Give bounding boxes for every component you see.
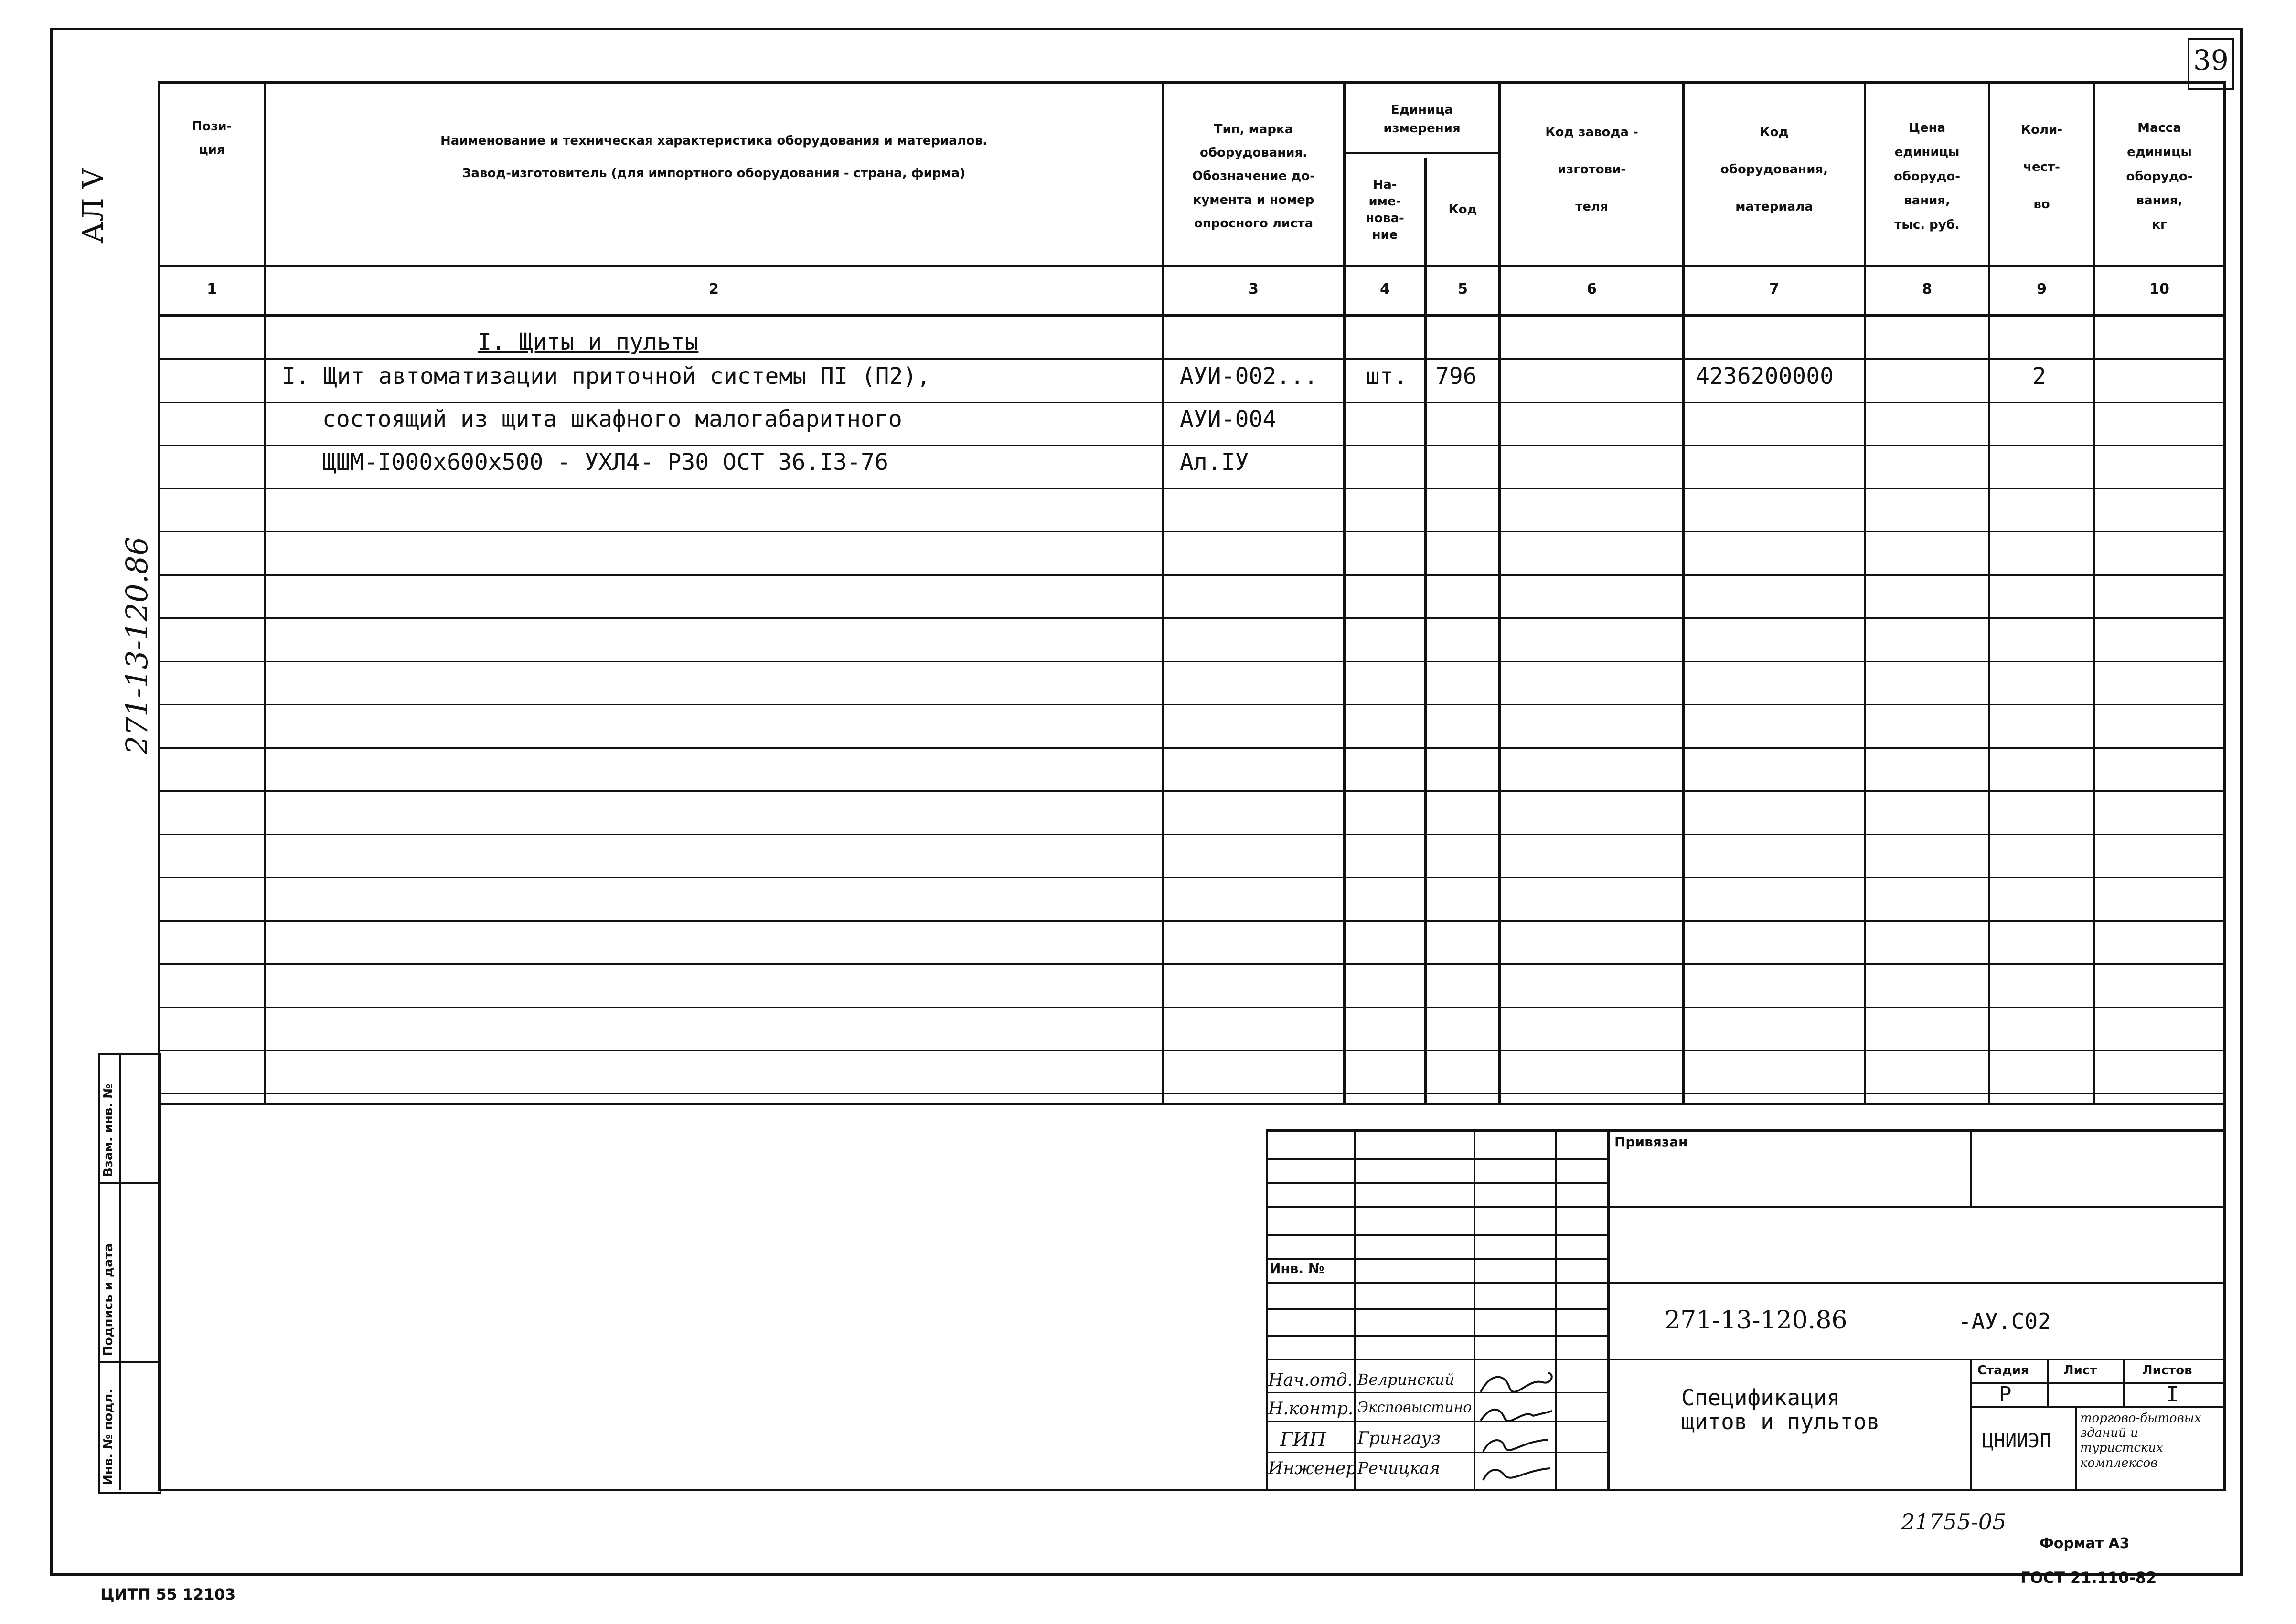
- side-label-inv-podl: Инв. № подл.: [101, 1389, 116, 1485]
- footer-left: ЦИТП 55 12103: [100, 1585, 236, 1603]
- table-row-line: [158, 402, 2226, 403]
- colnum-1: 1: [207, 281, 217, 297]
- header-price: Цена единицы оборудо- вания, тыс. руб.: [1893, 121, 1961, 233]
- footer-archive: 21755-05: [1901, 1509, 2007, 1535]
- tb-row-4: [1266, 1234, 1610, 1236]
- header-name: Наименование и техническая характеристика оборудования и материалов. Завод-изготовитель (для импортного оборудования - страна, фирма): [440, 134, 988, 180]
- section-title: I. Щиты и пульты: [478, 329, 699, 355]
- table-row-line: [158, 531, 2226, 532]
- signatures: [1476, 1363, 1562, 1487]
- table-row-line: [158, 747, 2226, 749]
- tb-org: ЦНИИЭП: [1982, 1430, 2051, 1452]
- tb-role-4: Инженер: [1268, 1459, 1357, 1478]
- row3-name: ЩШМ-I000x600x500 - УХЛ4- Р30 ОСТ 36.I3-76: [322, 449, 888, 476]
- tb-stage-c2: [2123, 1359, 2125, 1406]
- tb-name-2: Эксповыстино: [1357, 1399, 1472, 1416]
- tb-list-label: Лист: [2063, 1363, 2097, 1378]
- table-row-line: [158, 877, 2226, 878]
- tb-role-2: Н.контр.: [1268, 1399, 1354, 1419]
- colnum-6: 6: [1587, 281, 1597, 297]
- frame-bottom: [50, 1573, 2243, 1576]
- frame-top: [50, 28, 2243, 30]
- side-stamp: АЛ V: [76, 168, 110, 244]
- table-row-line: [158, 1007, 2226, 1008]
- tb-listov: I: [2166, 1382, 2179, 1407]
- unit-group-line: [1343, 152, 1501, 154]
- page-number: 39: [2193, 44, 2229, 76]
- row2-name: состоящий из щита шкафного малогабаритного: [322, 406, 902, 433]
- tb-stage-left: [1970, 1359, 1972, 1490]
- frame-right: [2240, 28, 2243, 1575]
- tb-row-3: [1266, 1206, 2226, 1208]
- colnum-2: 2: [709, 281, 719, 297]
- row1-name: I. Щит автоматизации приточной системы ПI (П2),: [282, 363, 931, 390]
- table-bottom-line: [158, 1103, 2226, 1105]
- colnum-9: 9: [2037, 281, 2047, 297]
- table-row-line: [158, 617, 2226, 619]
- row1-quantity: 2: [2032, 363, 2046, 390]
- tb-stadiya: Р: [1999, 1382, 2012, 1407]
- footer-gost: ГОСТ 21.110-82: [2020, 1569, 2157, 1587]
- tb-doc-code: 271-13-120.86: [1665, 1306, 1847, 1335]
- header-equipment-code: Код оборудования, материала: [1720, 125, 1828, 214]
- tb-stadiya-label: Стадия: [1977, 1363, 2029, 1378]
- colnum-3: 3: [1249, 281, 1259, 297]
- inner-frame-bottom: [158, 1489, 2226, 1491]
- tb-title-1: Спецификация: [1681, 1385, 1840, 1411]
- row1-equipment-code: 4236200000: [1696, 363, 1834, 390]
- side-stamp-h2: [98, 1361, 158, 1363]
- table-row-line: [158, 488, 2226, 489]
- tb-role-3: ГИП: [1280, 1429, 1326, 1451]
- side-label-podpis: Подпись и дата: [101, 1243, 116, 1356]
- row2-type: АУИ-004: [1180, 406, 1277, 433]
- row1-type: АУИ-002...: [1180, 363, 1318, 390]
- tb-name-3: Грингауз: [1357, 1429, 1441, 1448]
- header-bottom-line: [158, 265, 2226, 267]
- numbers-bottom-line: [158, 314, 2226, 317]
- tb-privyazan: Привязан: [1614, 1134, 1688, 1150]
- table-row-line: [158, 445, 2226, 446]
- table-row-line: [158, 920, 2226, 922]
- tb-org-divider: [2075, 1406, 2077, 1490]
- colnum-4: 4: [1380, 281, 1390, 297]
- table-row-line: [158, 574, 2226, 576]
- header-position: Пози- ция: [192, 119, 232, 157]
- header-unit-code: Код: [1448, 202, 1477, 217]
- tb-listov-label: Листов: [2142, 1363, 2192, 1378]
- colnum-7: 7: [1769, 281, 1779, 297]
- header-quantity: Коли- чест- во: [2020, 123, 2063, 212]
- table-row-line: [158, 790, 2226, 792]
- side-label-vzam: Взам. инв. №: [101, 1083, 116, 1177]
- tb-role-1: Нач.отд.: [1268, 1370, 1353, 1390]
- colnum-10: 10: [2149, 281, 2169, 297]
- tb-row-9: [1266, 1359, 2226, 1360]
- footer-format: Формат А3: [2040, 1535, 2130, 1552]
- table-row-line: [158, 834, 2226, 835]
- tb-row-6: [1266, 1282, 2226, 1284]
- row3-type: Ал.IУ: [1180, 449, 1249, 476]
- table-row-line: [158, 1050, 2226, 1051]
- tb-org2: торгово-бытовых зданий и туристских комплексов: [2080, 1411, 2201, 1470]
- table-row-line: [158, 661, 2226, 662]
- side-stamp-h1: [98, 1182, 158, 1184]
- header-type: Тип, марка оборудования. Обозначение до- кумента и номер опросного листа: [1192, 122, 1315, 231]
- tb-row-7: [1266, 1308, 1610, 1310]
- header-unit-group: Единица измерения: [1383, 103, 1461, 136]
- tb-name-4: Речицкая: [1357, 1459, 1440, 1478]
- tb-doc-suffix: -АУ.С02: [1958, 1308, 2051, 1334]
- side-code: 271-13-120.86: [119, 536, 154, 754]
- header-unit-name: На- име- нова- ние: [1366, 177, 1404, 243]
- header-mass: Масса единицы оборудо- вания, кг: [2126, 121, 2193, 233]
- tb-row-1: [1266, 1158, 1610, 1160]
- tb-name-1: Велринский: [1357, 1370, 1455, 1389]
- table-row-line: [158, 963, 2226, 965]
- tb-inv-label: Инв. №: [1270, 1261, 1324, 1276]
- tb-row-8: [1266, 1335, 1610, 1337]
- colnum-8: 8: [1922, 281, 1932, 297]
- header-factory-code: Код завода - изготови- теля: [1545, 125, 1638, 214]
- table-row-line: [158, 704, 2226, 705]
- tb-col-e: [1970, 1129, 1972, 1206]
- inner-frame-top: [158, 81, 2226, 84]
- col-line-2: [264, 81, 266, 1105]
- frame-left: [50, 28, 53, 1575]
- table-row-line: [158, 358, 2226, 360]
- tb-row-2: [1266, 1182, 1610, 1184]
- table-row-line: [158, 1093, 2226, 1094]
- tb-row-5: [1266, 1258, 1610, 1260]
- row1-unit: шт.: [1366, 363, 1408, 390]
- tb-top: [1266, 1129, 2226, 1132]
- colnum-5: 5: [1458, 281, 1468, 297]
- row1-unit-code: 796: [1435, 363, 1477, 390]
- inner-frame-right: [2223, 81, 2226, 1490]
- tb-title-2: щитов и пультов: [1681, 1409, 1880, 1434]
- side-stamp-divider: [119, 1053, 121, 1490]
- tb-stage-c1: [2047, 1359, 2049, 1406]
